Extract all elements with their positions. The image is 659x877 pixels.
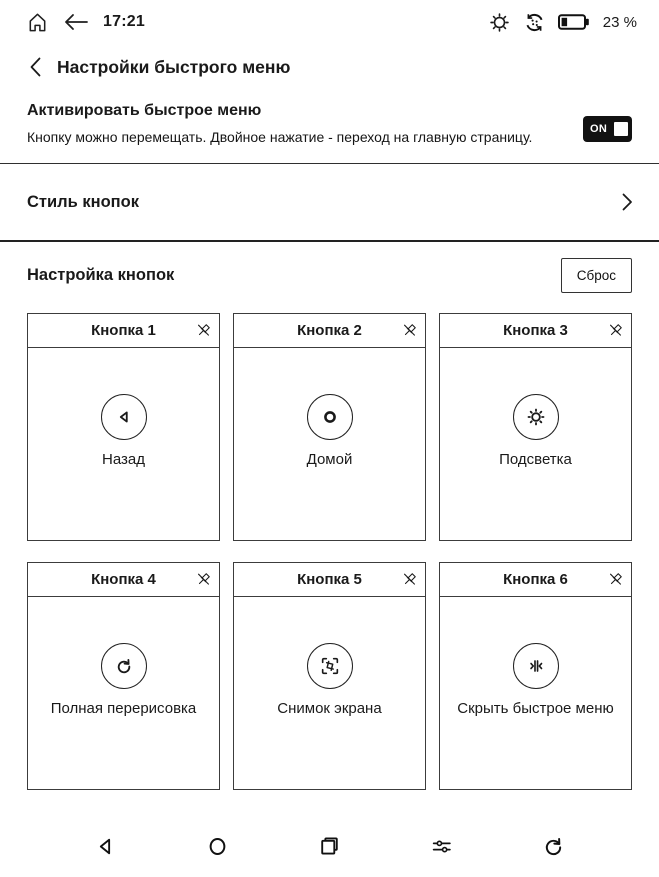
- card-title: Кнопка 3: [503, 322, 568, 340]
- card-header: [28, 563, 219, 597]
- nav-back-icon[interactable]: [93, 834, 118, 859]
- button-card-3[interactable]: [439, 313, 632, 541]
- card-header: [234, 563, 425, 597]
- home-circle-icon: [307, 394, 353, 440]
- back-chevron-icon[interactable]: [27, 56, 45, 78]
- pin-off-icon[interactable]: [607, 322, 624, 339]
- card-header: [440, 563, 631, 597]
- card-body: [28, 348, 219, 540]
- card-label: Подсветка: [499, 451, 572, 469]
- button-style-row[interactable]: [0, 164, 659, 240]
- full-redraw-icon: [101, 643, 147, 689]
- back-arrow-icon[interactable]: [63, 12, 89, 32]
- buttons-section-header: [0, 242, 659, 307]
- buttons-section-title: Настройка кнопок: [27, 266, 175, 285]
- battery-percent: 23 %: [602, 13, 637, 31]
- back-icon: [101, 394, 147, 440]
- hide-menu-icon: [513, 643, 559, 689]
- card-label: Полная перерисовка: [50, 700, 197, 718]
- card-header: [440, 314, 631, 348]
- pin-off-icon[interactable]: [607, 571, 624, 588]
- card-title: Кнопка 5: [297, 571, 362, 589]
- nav-recents-icon[interactable]: [317, 834, 342, 859]
- card-label: Снимок экрана: [277, 700, 382, 718]
- pin-off-icon[interactable]: [195, 322, 212, 339]
- button-card-4[interactable]: [27, 562, 220, 790]
- pin-off-icon[interactable]: [195, 571, 212, 588]
- chevron-right-icon: [619, 192, 635, 212]
- activate-toggle[interactable]: [583, 116, 632, 142]
- card-label: Назад: [102, 451, 145, 469]
- card-title: Кнопка 6: [503, 571, 568, 589]
- toggle-knob: [614, 122, 628, 136]
- card-body: [440, 348, 631, 540]
- button-style-label: Стиль кнопок: [27, 192, 139, 211]
- button-card-1[interactable]: [27, 313, 220, 541]
- button-card-2[interactable]: [233, 313, 426, 541]
- screenshot-icon: [307, 643, 353, 689]
- bottom-nav-bar: [0, 815, 659, 877]
- battery-icon: [558, 14, 589, 30]
- page-title: Настройки быстрого меню: [57, 56, 291, 77]
- status-bar: [0, 0, 659, 44]
- page-header: [0, 44, 659, 96]
- nav-home-icon[interactable]: [205, 834, 230, 859]
- card-body: [234, 597, 425, 789]
- pin-off-icon[interactable]: [401, 322, 418, 339]
- card-label: Скрыть быстрое меню: [457, 700, 614, 718]
- activate-description: Кнопку можно перемещать. Двойное нажатие - переход на главную страницу.: [27, 129, 533, 145]
- toggle-on-label: ON: [590, 123, 608, 135]
- activate-quick-menu-row: [0, 96, 659, 163]
- button-card-6[interactable]: [439, 562, 632, 790]
- pin-off-icon[interactable]: [401, 571, 418, 588]
- reset-button[interactable]: Сброс: [561, 258, 632, 293]
- card-title: Кнопка 2: [297, 322, 362, 340]
- card-header: [28, 314, 219, 348]
- status-time: 17:21: [103, 13, 145, 30]
- button-card-grid: [27, 313, 632, 790]
- button-card-5[interactable]: [233, 562, 426, 790]
- activate-title: Активировать быстрое меню: [27, 102, 262, 119]
- frontlight-icon: [488, 11, 511, 34]
- nav-refresh-icon[interactable]: [541, 834, 566, 859]
- nav-tune-icon[interactable]: [429, 834, 454, 859]
- home-icon[interactable]: [26, 11, 49, 34]
- card-label: Домой: [306, 451, 353, 469]
- card-title: Кнопка 1: [91, 322, 156, 340]
- card-body: [234, 348, 425, 540]
- card-header: [234, 314, 425, 348]
- card-body: [28, 597, 219, 789]
- card-title: Кнопка 4: [91, 571, 156, 589]
- backlight-icon: [513, 394, 559, 440]
- refresh-mode-icon: [523, 11, 546, 34]
- card-body: [440, 597, 631, 789]
